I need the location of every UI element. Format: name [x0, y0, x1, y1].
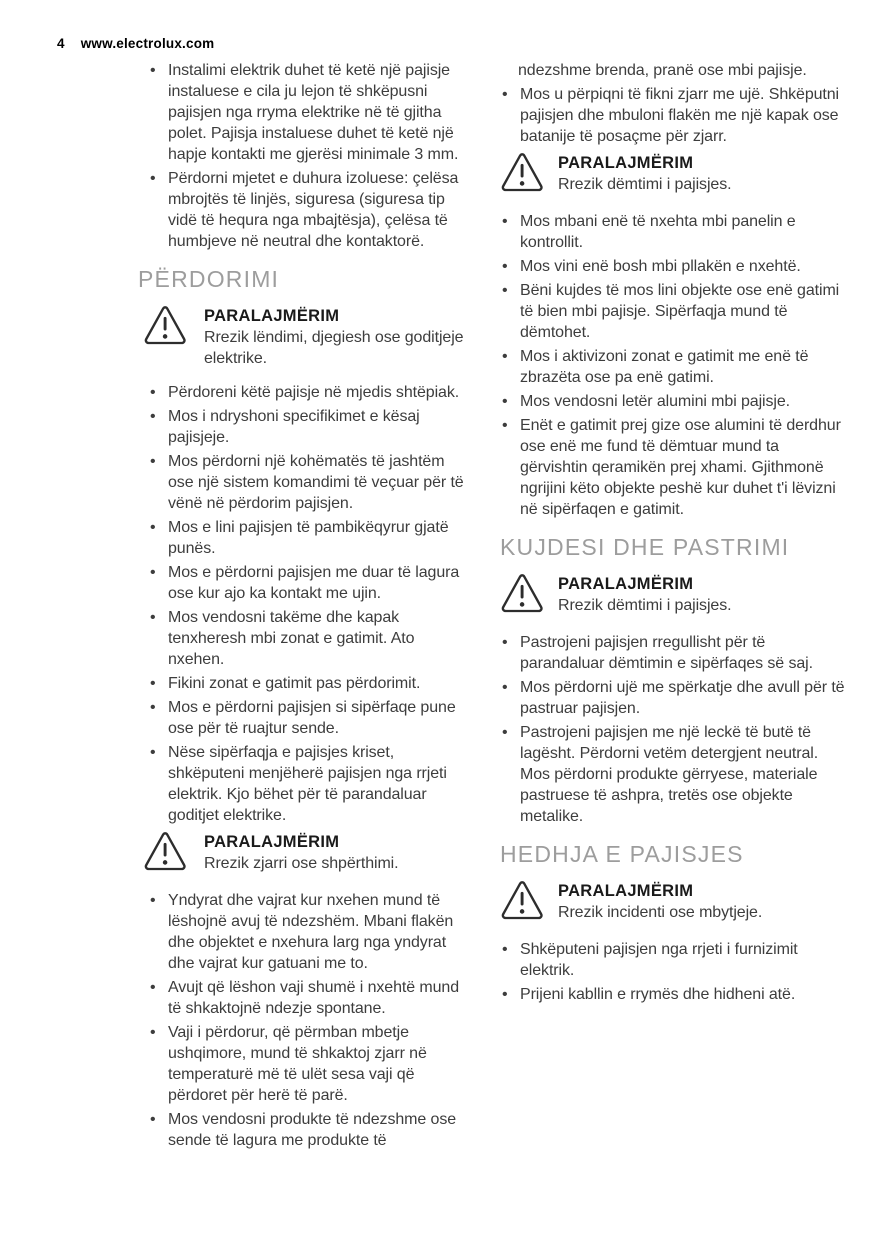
bullet-item: • Yndyrat dhe vajrat kur nxehen mund të lëshojnë avuj të ndezshëm. Mbani flakën dhe objektet e nxehura larg nga yndyrat dhe vajrat kur gatuani me to. — [150, 890, 468, 974]
bullet-item: • Bëni kujdes të mos lini objekte ose enë gatimi të bien mbi pajisje. Sipërfaqja mund të dëmtohet. — [502, 280, 848, 343]
warning-label: PARALAJMËRIM — [204, 833, 340, 851]
care-bullet-list — [500, 632, 848, 827]
section-heading-usage: PËRDORIMI — [138, 266, 280, 292]
bullet-item: • Mos vini enë bosh mbi pllakën e nxehtë. — [502, 256, 848, 277]
bullet-item: • Prijeni kabllin e rrymës dhe hidheni atë. — [502, 984, 848, 1005]
warning-body — [204, 831, 398, 874]
bullet-item: • Mos mbani enë të nxehta mbi panelin e kontrollit. — [502, 211, 848, 253]
warning-text: Rrezik lëndimi, djegiesh ose goditjeje elektrike. — [204, 329, 464, 367]
bullet-item: • Fikini zonat e gatimit pas përdorimit. — [150, 673, 468, 694]
bullet-item: • Mos përdorni ujë me spërkatje dhe avull për të pastruar pajisjen. — [502, 677, 848, 719]
warning-body — [558, 880, 762, 923]
usage-bullet-list — [138, 382, 468, 826]
bullet-item: • Shkëputeni pajisjen nga rrjeti i furnizimit elektrik. — [502, 939, 848, 981]
warning-body — [558, 152, 731, 195]
warning-body — [558, 573, 731, 616]
bullet-item: • Mos e përdorni pajisjen me duar të lagura ose kur ajo ka kontakt me ujin. — [150, 562, 468, 604]
bullet-item: • Avujt që lëshon vaji shumë i nxehtë mund të shkaktojnë ndezje spontane. — [150, 977, 468, 1019]
bullet-item: • Instalimi elektrik duhet të ketë një pajisje instaluese e cila ju lejon të shkëpusni pajisjen nga rryma elektrike në të gjitha polet. Pajisja instaluese duhet të ketë një hapje kontakti me gjerësi minimale 3 mm. — [150, 60, 468, 165]
disposal-bullet-list — [500, 939, 848, 1005]
warning-box — [500, 880, 848, 926]
warning-box — [138, 305, 468, 369]
warning-box — [500, 152, 848, 198]
warning-box — [500, 573, 848, 619]
section-heading-care: KUJDESI DHE PASTRIMI — [500, 534, 790, 560]
warning-triangle-icon — [143, 831, 187, 877]
warning-label: PARALAJMËRIM — [558, 154, 694, 172]
bullet-item: • Mos e lini pajisjen të pambikëqyrur gjatë punës. — [150, 517, 468, 559]
warning-text: Rrezik dëmtimi i pajisjes. — [558, 597, 732, 614]
fire-bullet-list-continued — [500, 84, 848, 147]
warning-label: PARALAJMËRIM — [204, 307, 340, 325]
warning-body — [204, 305, 468, 369]
bullet-item: • Pastrojeni pajisjen rregullisht për të parandaluar dëmtimin e sipërfaqes së saj. — [502, 632, 848, 674]
bullet-item: • Përdoreni këtë pajisje në mjedis shtëpiak. — [150, 382, 468, 403]
fire-bullet-list — [138, 890, 468, 1151]
bullet-item: • Nëse sipërfaqja e pajisjes kriset, shkëputeni menjëherë pajisjen nga rrjeti elektrik. Kjo bëhet për të parandaluar goditjet elektrike. — [150, 742, 468, 826]
bullet-item: • Mos vendosni produkte të ndezshme ose sende të lagura me produkte të — [150, 1109, 468, 1151]
continuation-paragraph: ndezshme brenda, pranë ose mbi pajisje. — [518, 62, 807, 79]
bullet-item: • Mos e përdorni pajisjen si sipërfaqe pune ose për të ruajtur sende. — [150, 697, 468, 739]
bullet-item: • Mos vendosni letër alumini mbi pajisje. — [502, 391, 848, 412]
install-bullet-list — [138, 60, 468, 252]
bullet-item: • Mos i aktivizoni zonat e gatimit me enë të zbrazëta ose pa enë gatimi. — [502, 346, 848, 388]
bullet-item: • Përdorni mjetet e duhura izoluese: çelësa mbrojtës të linjës, siguresa (siguresa tip vidë të hequra nga mbajtësja), çelësa të humbjeve në neutral dhe kontaktorë. — [150, 168, 468, 252]
page-header — [57, 36, 214, 51]
warning-label: PARALAJMËRIM — [558, 575, 694, 593]
section-heading-disposal: HEDHJA E PAJISJES — [500, 841, 744, 867]
warning-text: Rrezik zjarri ose shpërthimi. — [204, 855, 399, 872]
left-column — [138, 60, 468, 1154]
bullet-item: • Enët e gatimit prej gize ose alumini të derdhur ose enë me fund të dëmtuar mund ta gërvishtin qeramikën prej xhami. Gjithmonë ngrijini këto objekte peshë kur duhet t'i lëvizni në sipërfaqen e gatimit. — [502, 415, 848, 520]
warning-triangle-icon — [500, 880, 544, 926]
warning-text: Rrezik incidenti ose mbytjeje. — [558, 904, 763, 921]
bullet-item: • Mos vendosni takëme dhe kapak tenxheresh mbi zonat e gatimit. Ato nxehen. — [150, 607, 468, 670]
damage-bullet-list — [500, 211, 848, 520]
warning-triangle-icon — [500, 152, 544, 198]
right-column — [500, 60, 848, 1008]
warning-label: PARALAJMËRIM — [558, 882, 694, 900]
bullet-item: • Mos i ndryshoni specifikimet e kësaj pajisjeje. — [150, 406, 468, 448]
bullet-item: • Pastrojeni pajisjen me një leckë të butë të lagësht. Përdorni vetëm detergjent neutral. Mos përdorni produkte gërryese, materiale pastruese të ashpra, tretës ose objekte metalike. — [502, 722, 848, 827]
warning-box — [138, 831, 468, 877]
warning-text: Rrezik dëmtimi i pajisjes. — [558, 176, 732, 193]
bullet-item: • Mos u përpiqni të fikni zjarr me ujë. Shkëputni pajisjen dhe mbuloni flakën me një kapak ose batanije të posaçme për zjarr. — [502, 84, 848, 147]
website-label: www.electrolux.com — [80, 36, 215, 51]
page-number: 4 — [57, 36, 65, 51]
bullet-item: • Vaji i përdorur, që përmban mbetje ushqimore, mund të shkaktoj zjarr në temperaturë më të ulët sesa vaji që përdoret për herë të parë. — [150, 1022, 468, 1106]
warning-triangle-icon — [500, 573, 544, 619]
warning-triangle-icon — [143, 305, 187, 351]
bullet-item: • Mos përdorni një kohëmatës të jashtëm ose një sistem komandimi të veçuar për të vënë në përdorim pajisjen. — [150, 451, 468, 514]
